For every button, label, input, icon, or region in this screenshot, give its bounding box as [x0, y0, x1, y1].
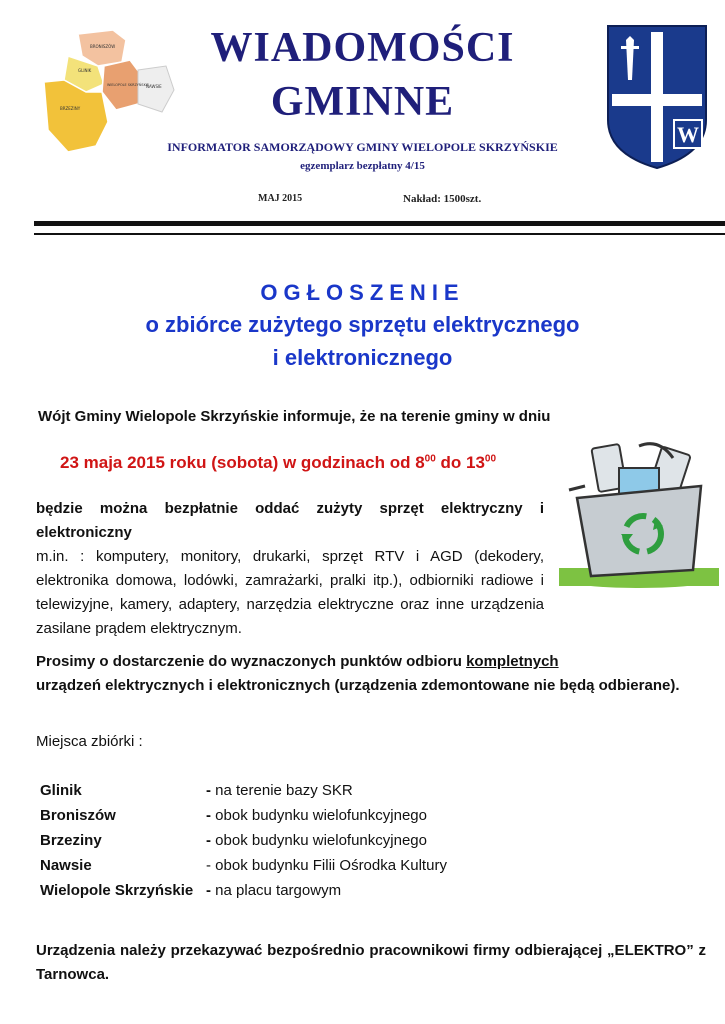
newsletter-subtitle: INFORMATOR SAMORZĄDOWY GMINY WIELOPOLE SKRZYŃSKIE: [167, 140, 558, 154]
crest-letter: W: [677, 122, 699, 147]
request-line2: urządzeń elektrycznych i elektronicznych (urządzenia zdemontowane nie będą odbierane).: [36, 677, 680, 694]
newsletter-title-line2: GMINNE: [270, 79, 455, 125]
header-rule-thin: [34, 233, 725, 235]
request-underlined: kompletnych: [466, 653, 559, 670]
map-label-broniszow: BRONISZÓW: [90, 44, 116, 49]
map-label-nawsie: NAWSIE: [146, 84, 162, 89]
recycling-bin-illustration: [555, 438, 723, 588]
intro-text: Wójt Gminy Wielopole Skrzyńskie informuje, że na terenie gminy w dniu: [38, 408, 551, 425]
coat-of-arms-image: [604, 22, 710, 172]
newsletter-title-line1: WIADOMOŚCI: [210, 25, 515, 71]
collection-date: 23 maja 2015 roku (sobota) w godzinach od $8^{00}$ do $13^{00}$: [60, 453, 497, 472]
issue-date: MAJ 2015: [258, 193, 303, 204]
circulation-info: Nakład: 1500szt.: [403, 193, 482, 205]
request-line1: Prosimy o dostarczenie do wyznaczonych punktów odbioru kompletnych: [36, 653, 559, 670]
map-label-glinik: GLINIK: [78, 68, 92, 73]
final-notice: Urządzenia należy przekazywać bezpośrednio pracownikowi firmy odbierającej „ELEKTRO” z Tarnowca.: [36, 942, 706, 983]
edition-info: egzemplarz bezpłatny 4/15: [300, 160, 425, 172]
announcement-subheading-line2: i elektronicznego: [272, 345, 453, 370]
map-label-brzeziny: BRZEZINY: [60, 106, 81, 111]
body-bold-text: będzie można bezpłatnie oddać zużyty sprzęt elektryczny i elektroniczny: [36, 500, 544, 541]
announcement-heading: OGŁOSZENIE: [260, 280, 465, 305]
places-heading: Miejsca zbiórki :: [36, 733, 143, 750]
equipment-list-text: m.in. : komputery, monitory, drukarki, sprzęt RTV i AGD (dekodery, elektronika domowa, lodówki, zamrażarki, pralki itp.), odbiorniki radiowe i telewizyjne, kamery, adaptery, narzędzia elektryczne oraz inne urządzenia zasilane prądem elektrycznym.: [36, 548, 544, 637]
header-rule-thick: [34, 221, 725, 226]
map-label-wielopole: WIELOPOLE SKRZYŃSKIE: [107, 83, 149, 87]
announcement-subheading-line1: o zbiórce zużytego sprzętu elektrycznego: [145, 312, 580, 337]
